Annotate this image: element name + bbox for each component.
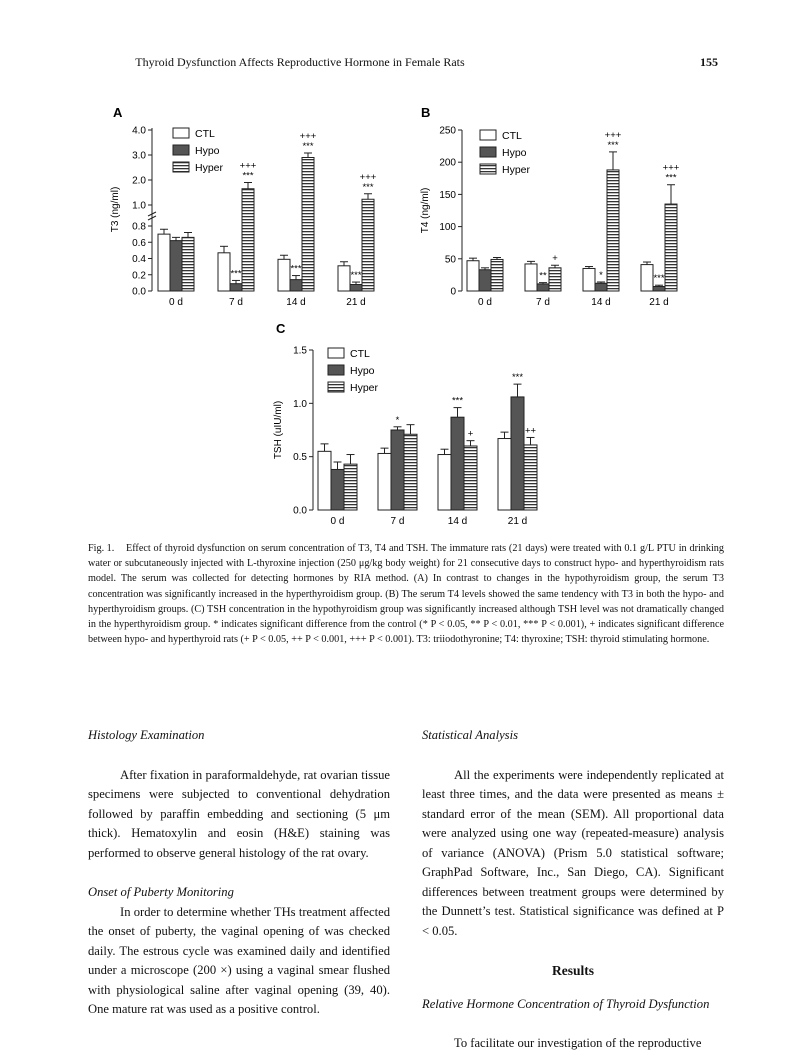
y-tick-label: 2.0: [132, 175, 146, 187]
significance-marker: +++: [662, 162, 680, 174]
legend-swatch: [173, 162, 189, 172]
x-tick-label: 21 d: [507, 516, 528, 527]
panel-b: [420, 105, 680, 308]
x-tick-label: 7 d: [536, 297, 550, 308]
bar: [182, 237, 194, 291]
legend-label: CTL: [350, 348, 370, 360]
bar: [464, 446, 477, 510]
bar: [491, 259, 503, 291]
bar: [350, 285, 362, 292]
bar: [467, 261, 479, 291]
legend-label: Hypo: [502, 147, 527, 159]
paragraph-hormone: To facilitate our investigation of the reproductive: [454, 1036, 702, 1050]
y-tick-label: 4.0: [132, 125, 146, 137]
bar: [511, 397, 524, 510]
bar: [302, 158, 314, 292]
bar: [378, 453, 391, 510]
bar: [524, 445, 537, 510]
y-tick-label: 0.0: [293, 505, 307, 517]
y-tick-label: 0.4: [132, 254, 146, 265]
x-tick-label: 7 d: [390, 516, 405, 527]
bar: [278, 259, 290, 291]
y-tick-label: 0.2: [132, 270, 146, 282]
significance-marker: ***: [653, 273, 665, 285]
bar: [451, 417, 464, 510]
y-tick-label: 1.0: [132, 200, 146, 212]
section-heading-hormone: Relative Hormone Concentration of Thyroid Dysfunction: [422, 996, 710, 1011]
y-axis-label: T4 (ng/ml): [420, 187, 431, 234]
bar: [525, 264, 537, 291]
significance-marker: ***: [242, 170, 254, 182]
bar: [230, 284, 242, 291]
bar: [170, 241, 182, 291]
legend-swatch: [480, 164, 496, 174]
bar: [218, 253, 230, 291]
bar: [607, 170, 619, 291]
bar: [479, 270, 491, 291]
right-column: [422, 726, 724, 1054]
bar: [549, 268, 561, 291]
significance-marker: +++: [239, 160, 257, 172]
bar: [537, 284, 549, 291]
x-tick-label: 0 d: [330, 516, 345, 527]
section-heading-puberty: Onset of Puberty Monitoring: [88, 885, 234, 899]
y-tick-label: 250: [439, 125, 456, 137]
legend-label: Hypo: [195, 145, 220, 157]
y-tick-label: 0.0: [132, 286, 146, 298]
paragraph-statistics: All the experiments were independently replicated at least three times, and the data were presented as means ± standard error of the mean (SEM). All proportional data were analyzed using one way (repeated-measure) analysis of variance (ANOVA) (Prism 5.0 statistical software; GraphPad Software, Inc., San Diego, CA). Significant differences between treatment groups were determined by the Dunnett’s test. Statistical significance was defined at P < 0.05.: [422, 767, 724, 938]
bar: [665, 204, 677, 291]
bar: [362, 199, 374, 291]
y-tick-label: 3.0: [132, 150, 146, 162]
panel-letter: B: [421, 105, 431, 120]
significance-marker: ***: [607, 139, 619, 151]
x-tick-label: 0 d: [478, 297, 492, 308]
running-title: Thyroid Dysfunction Affects Reproductive Hormone in Female Rats: [135, 55, 465, 69]
significance-marker: +: [467, 428, 474, 440]
significance-marker: ***: [665, 172, 677, 184]
panel-c: [273, 321, 537, 527]
significance-marker: +: [552, 253, 558, 265]
caption-text: Effect of thyroid dysfunction on serum concentration of T3, T4 and TSH. The immature rats (21 days) were treated with 0.1 g/L PTU in drinking water or subcutaneously injected with L-thyroxine injection (250 μg/kg body weight) for 21 consecutive days to construct hypo- and hyperthyroidism rats model. The serum was collected for detecting hormones by RIA method. (A) In contrast to changes in the hypothyroidism group, the serum T3 concentration was significantly increased in the hyperthyroidism group. (B) The serum T4 levels showed the same tendency with T3 in both the hypo- and hyperthyroidism groups. (C) TSH concentration in the hypothyroidism group was significantly increased although TSH level was not dramatically changed in the hyperthyroidism group. * indicates significant difference from the control (* P < 0.05, ** P < 0.01, *** P < 0.001), + indicates significant difference between hypo- and hyperthyroid rats (+ P < 0.05, ++ P < 0.001, +++ P < 0.001). T3: triiodothyronine; T4: thyroxine; TSH: thyroid stimulating hormone.: [88, 543, 724, 646]
significance-marker: ++: [524, 425, 537, 437]
y-tick-label: 150: [439, 189, 456, 201]
bar: [158, 234, 170, 291]
significance-marker: ***: [451, 395, 464, 407]
significance-marker: +++: [359, 171, 377, 183]
significance-marker: +++: [299, 131, 317, 142]
panel-a: [110, 105, 377, 308]
y-tick-label: 0.8: [132, 221, 146, 233]
y-tick-label: 200: [439, 157, 456, 169]
page-number: 155: [700, 55, 718, 69]
legend-label: Hyper: [502, 164, 531, 176]
left-column: [88, 726, 390, 1020]
x-tick-label: 14 d: [591, 297, 611, 308]
bar: [653, 286, 665, 291]
caption-label: Fig. 1.: [88, 543, 115, 554]
significance-marker: ***: [511, 372, 524, 384]
legend-swatch: [328, 365, 344, 375]
x-tick-label: 7 d: [229, 297, 243, 308]
bar: [438, 455, 451, 510]
y-tick-label: 50: [444, 254, 456, 266]
x-tick-label: 0 d: [169, 297, 183, 308]
x-tick-label: 14 d: [286, 297, 306, 308]
figure-caption: [88, 541, 724, 647]
panel-letter: A: [113, 105, 123, 120]
paragraph-histology: After fixation in paraformaldehyde, rat ovarian tissue specimens were subjected to conventional dehydration followed by paraffin embedding and sectioning (5 μm thick). Hematoxylin and eosin (H&E) staining was performed to observe general histology of the rat ovary.: [88, 767, 390, 860]
legend-swatch: [173, 145, 189, 155]
significance-marker: +++: [604, 129, 622, 141]
bar: [290, 280, 302, 291]
bar: [583, 268, 595, 291]
significance-marker: *: [599, 269, 603, 281]
legend-swatch: [328, 348, 344, 358]
y-tick-label: 0.6: [132, 237, 146, 249]
y-axis-label: T3 (ng/ml): [110, 186, 121, 233]
legend-swatch: [480, 147, 496, 157]
bar: [318, 451, 331, 510]
y-tick-label: 1.0: [293, 398, 307, 410]
bar: [331, 469, 344, 510]
legend-swatch: [328, 382, 344, 392]
panel-letter: C: [276, 321, 286, 336]
bar: [344, 464, 357, 510]
section-heading-histology: Histology Examination: [88, 728, 205, 742]
bar: [595, 283, 607, 291]
significance-marker: *: [395, 414, 400, 426]
significance-marker: ***: [362, 181, 374, 193]
x-tick-label: 21 d: [346, 297, 366, 308]
significance-marker: ***: [230, 268, 242, 280]
legend-swatch: [173, 128, 189, 138]
legend-label: Hypo: [350, 365, 375, 377]
y-tick-label: 100: [439, 222, 456, 234]
legend-swatch: [480, 130, 496, 140]
legend-label: Hyper: [195, 162, 224, 174]
paragraph-puberty: In order to determine whether THs treatment affected the onset of puberty, the vaginal opening of was checked daily. The estrous cycle was examined daily and identified under a microscope (200 ×) using a vaginal smear flushed with physiological saline after vaginal opening (39, 40). One mature rat was used as a positive control.: [88, 904, 390, 1016]
legend-label: Hyper: [350, 382, 379, 394]
significance-marker: ***: [290, 263, 302, 275]
bar: [404, 434, 417, 510]
bar: [641, 265, 653, 291]
significance-marker: ***: [350, 270, 362, 282]
x-tick-label: 14 d: [447, 516, 468, 527]
section-heading-statistics: Statistical Analysis: [422, 728, 518, 742]
y-tick-label: 0.5: [293, 452, 307, 464]
x-tick-label: 21 d: [649, 297, 669, 308]
y-tick-label: 0: [450, 286, 456, 298]
legend-label: CTL: [502, 130, 522, 142]
legend-label: CTL: [195, 128, 215, 140]
results-heading: Results: [551, 963, 594, 978]
significance-marker: **: [539, 270, 547, 282]
bar: [338, 266, 350, 291]
y-axis-label: TSH (uIU/ml): [273, 400, 284, 460]
bar: [242, 189, 254, 291]
bar: [391, 430, 404, 510]
bar: [498, 439, 511, 510]
significance-marker: ***: [302, 141, 314, 152]
y-tick-label: 1.5: [293, 345, 307, 357]
